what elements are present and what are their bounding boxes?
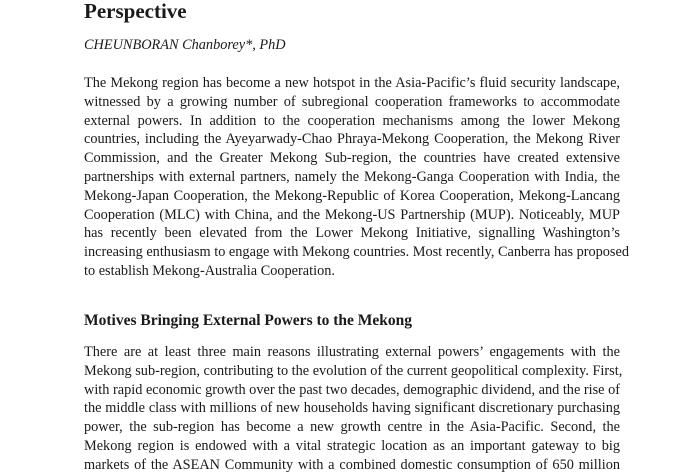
text-line: Mekong sub-region, contributing to the evolution of the current geopolitical complexity. First, <box>84 362 623 379</box>
text-line: countries, including the Ayeyarwady-Chao Phraya-Mekong Cooperation, the Mekong River <box>84 131 620 148</box>
text-line: the middle class with millions of new households having significant discretionary purchasing <box>84 400 620 417</box>
text-line: markets of the ASEAN Community with a combined domestic consumption of 650 million <box>84 456 620 473</box>
text-line: partnerships with external partners, namely the Mekong-Ganga Cooperation with India, the <box>84 168 620 185</box>
motives-paragraph <box>84 343 623 475</box>
text-line: Cooperation (MLC) with China, and the Mekong-US Partnership (MUP). Noticeably, MUP <box>84 206 620 223</box>
text-line: Mekong-Japan Cooperation, the Mekong-Republic of Korea Cooperation, Mekong-Lancang <box>84 187 620 204</box>
text-line: There are at least three main reasons illustrating external powers’ engagements with the <box>84 344 620 360</box>
text-line: to establish Mekong-Australia Cooperation. <box>84 262 335 279</box>
text-line: power, the sub-region has become a new growth centre in the Asia-Pacific. Second, the <box>84 419 620 436</box>
text-line: external powers. In addition to the cooperation mechanisms among the lower Mekong <box>84 112 620 129</box>
section-heading: Motives Bringing External Powers to the Mekong <box>84 312 413 329</box>
text-line: with rapid economic growth over the past two decades, demographic dividend, and the rise of <box>84 381 620 398</box>
text-line: Mekong region is endowed with a vital strategic location as an important gateway to big <box>84 437 620 454</box>
author-byline: CHEUNBORAN Chanborey*, PhD <box>84 37 286 53</box>
intro-paragraph <box>84 74 629 281</box>
text-line: The Mekong region has become a new hotspot in the Asia-Pacific’s fluid security landscape, <box>84 75 620 91</box>
text-line: witnessed by a growing number of subregional cooperation frameworks to accommodate <box>84 93 620 110</box>
text-line: Commission, and the Greater Mekong Sub-region, the countries have created extensive <box>84 150 620 167</box>
document-title: Perspective <box>84 0 187 23</box>
text-line: has recently been elevated from the Lower Mekong Initiative, signalling Washington’s <box>84 225 620 242</box>
text-line: increasing enthusiasm to engage with Mekong countries. Most recently, Canberra has proposed <box>84 244 629 261</box>
